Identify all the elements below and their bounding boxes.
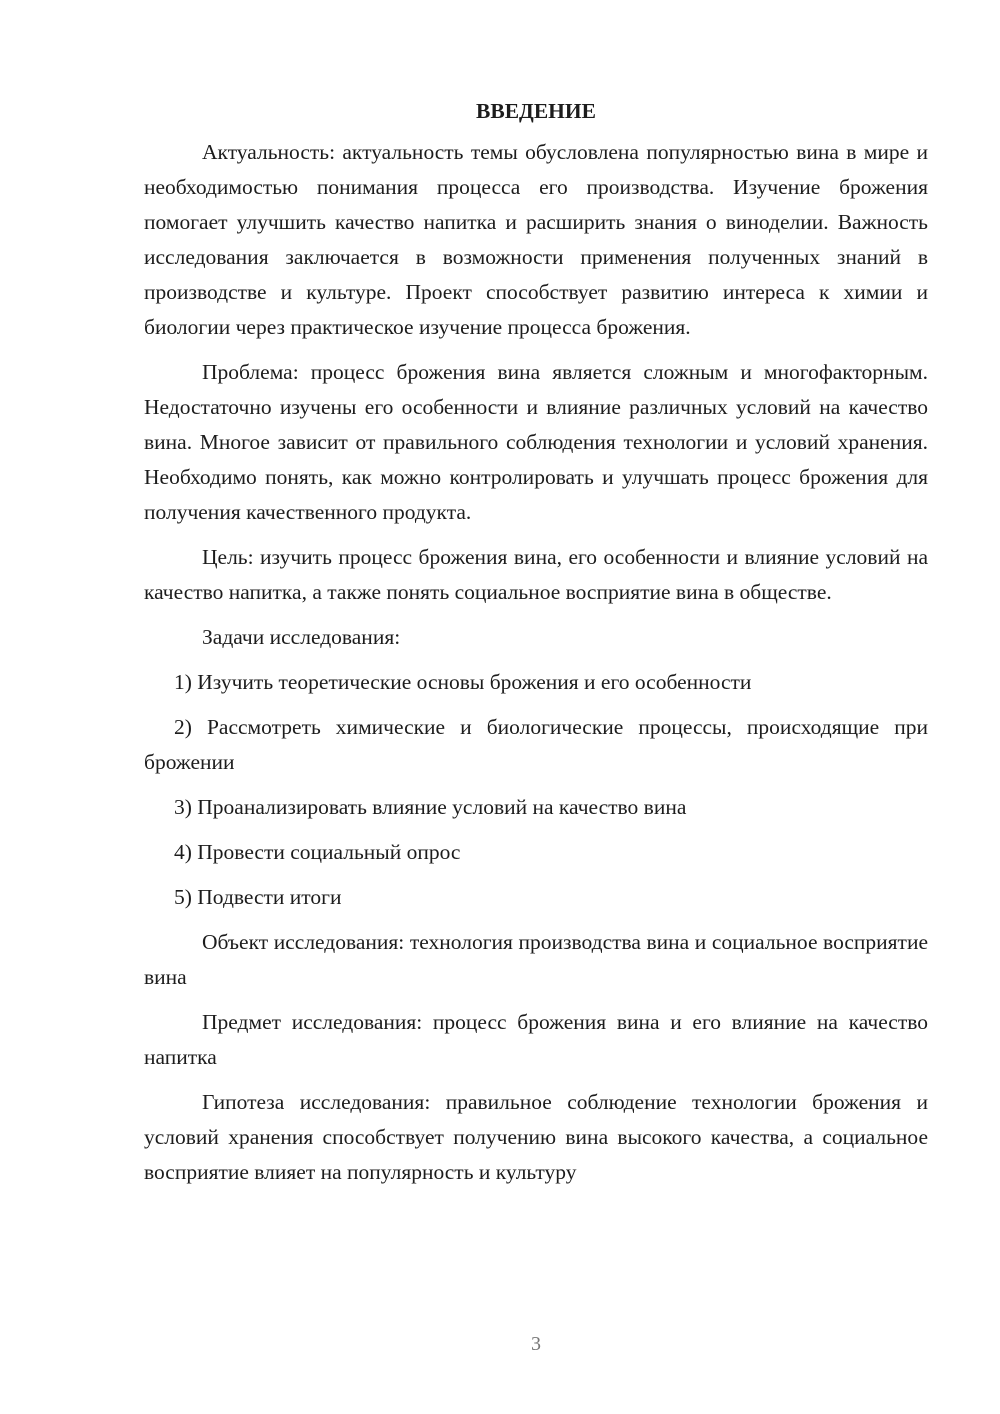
task-item: 5) Подвести итоги bbox=[174, 885, 342, 909]
task-item: 3) Проанализировать влияние условий на качество вина bbox=[174, 795, 687, 819]
object-paragraph: Объект исследования: технология производства вина и социальное восприятие вина bbox=[144, 930, 928, 989]
section-title: ВВЕДЕНИЕ bbox=[476, 99, 596, 123]
task-item: 2) Рассмотреть химические и биологические процессы, происходящие при брожении bbox=[144, 715, 928, 774]
task-item: 4) Провести социальный опрос bbox=[174, 840, 461, 864]
problem-paragraph: Проблема: процесс брожения вина является сложным и многофакторным. Недостаточно изучены его особенности и влияние различных условий на качество вина. Многое зависит от правильного соблюдения технологии и условий хранения. Необходимо понять, как можно контролировать и улучшать процесс брожения для получения качественного продукта. bbox=[144, 360, 928, 524]
subject-paragraph: Предмет исследования: процесс брожения вина и его влияние на качество напитка bbox=[144, 1010, 928, 1069]
relevance-paragraph: Актуальность: актуальность темы обусловлена популярностью вина в мире и необходимостью понимания процесса его производства. Изучение брожения помогает улучшить качество напитка и расширить знания о виноделии. Важность исследования заключается в возможности применения полученных знаний в производстве и культуре. Проект способствует развитию интереса к химии и биологии через практическое изучение процесса брожения. bbox=[144, 140, 928, 339]
page-number: 3 bbox=[531, 1333, 541, 1355]
hypothesis-paragraph: Гипотеза исследования: правильное соблюдение технологии брожения и условий хранения способствует получению вина высокого качества, а социальное восприятие влияет на популярность и культуру bbox=[144, 1090, 928, 1184]
tasks-heading: Задачи исследования: bbox=[202, 625, 401, 649]
task-item: 1) Изучить теоретические основы брожения и его особенности bbox=[174, 670, 752, 694]
page-content bbox=[144, 94, 928, 1200]
goal-paragraph: Цель: изучить процесс брожения вина, его особенности и влияние условий на качество напитка, а также понять социальное восприятие вина в обществе. bbox=[144, 545, 928, 604]
